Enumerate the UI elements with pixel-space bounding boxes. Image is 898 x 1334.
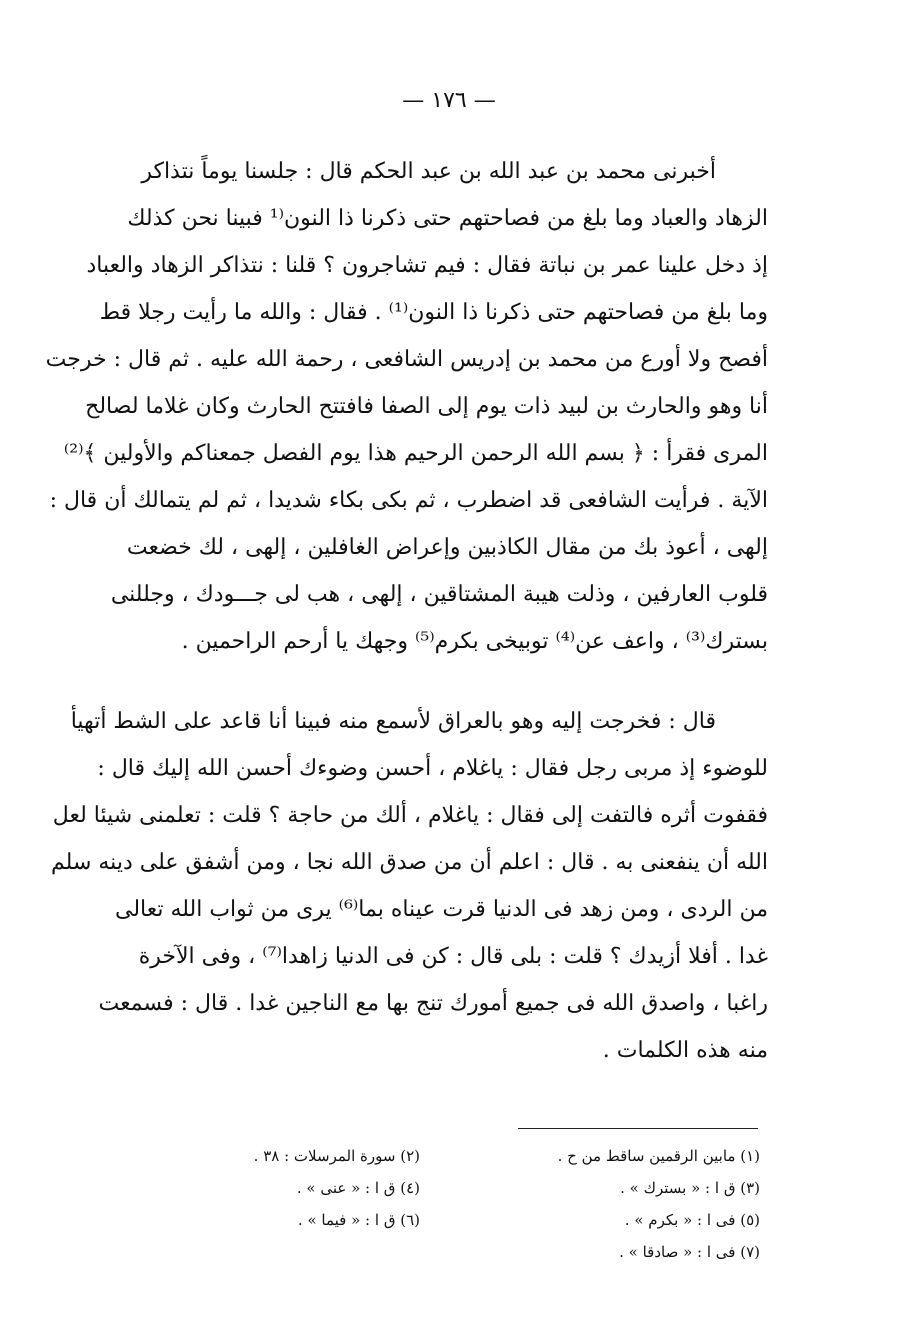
text-line: للوضوء إذ مربى رجل فقال : ياغلام ، أحسن وضوءك أحسن الله إليك قال : (97, 756, 768, 781)
footnote: (٥) فى ا : « بكرم » . (624, 1211, 760, 1229)
text-line: من الردى ، ومن زهد فى الدنيا قرت عيناه بما⁽⁶⁾ يرى من ثواب الله تعالى (114, 897, 768, 922)
text-line: الله أن ينفعنى به . قال : اعلم أن من صدق الله نجا ، ومن أشفق على دينه سلم (51, 850, 768, 875)
footnote: (٦) ق ا : « فيما » . (297, 1211, 420, 1229)
paragraph-1 (45, 148, 768, 665)
footnotes-left-column (120, 1140, 420, 1268)
text-line: أنا وهو والحارث بن لبيد ذات يوم إلى الصفا فافتتح الحارث وكان غلاما لصالح (85, 394, 768, 419)
text-line: قلوب العارفين ، وذلت هيبة المشتاقين ، إلهى ، هب لى جـــودك ، وجللنى (110, 582, 768, 607)
footnote: (١) مابين الرقمين ساقط من ح . (557, 1147, 760, 1165)
text-line: وما بلغ من فصاحتهم حتى ذكرنا ذا النون⁽¹⁾ . فقال : والله ما رأيت رجلا قط (99, 300, 768, 325)
text-line: بسترك⁽³⁾ ، واعف عن⁽⁴⁾ توبيخى بكرم⁽⁵⁾ وجهك يا أرحم الراحمين . (181, 629, 768, 654)
text-line: راغبا ، واصدق الله فى جميع أمورك تنج بها مع الناجين غدا . قال : فسمعت (98, 991, 768, 1016)
text-line: إلهى ، أعوذ بك من مقال الكاذبين وإعراض الغافلين ، إلهى ، لك خضعت (126, 535, 768, 560)
text-line: غدا . أفلا أزيدك ؟ قلت : بلى قال : كن فى الدنيا زاهدا⁽⁷⁾ ، وفى الآخرة (138, 944, 768, 969)
text-line: قال : فخرجت إليه وهو بالعراق لأسمع منه فبينا أنا قاعد على الشط أتهيأ (70, 709, 716, 734)
text-line: منه هذه الكلمات . (602, 1038, 768, 1063)
page-number: — ١٧٦ — (402, 88, 496, 113)
footnotes-right-column (460, 1140, 760, 1268)
text-line: أخبرنى محمد بن عبد الله بن عبد الحكم قال : جلسنا يوماً نتذاكر (141, 159, 716, 184)
text-line: الآية . فرأيت الشافعى قد اضطرب ، ثم بكى بكاء شديدا ، ثم لم يتمالك أن قال : (49, 488, 768, 513)
footnotes (120, 1140, 760, 1268)
footnote-divider (518, 1128, 758, 1129)
text-line: إذ دخل علينا عمر بن نباتة فقال : فيم تشاجرون ؟ قلنا : نتذاكر الزهاد والعباد (86, 253, 768, 278)
footnote: (٧) فى ا : « صادقا » . (619, 1243, 760, 1261)
paragraph-2 (51, 698, 768, 1074)
text-line: فقفوت أثره فالتفت إلى فقال : ياغلام ، ألك من حاجة ؟ قلت : تعلمنى شيئا لعل (52, 803, 768, 828)
text-line: المرى فقرأ : ﴿ بسم الله الرحمن الرحيم هذا يوم الفصل جمعناكم والأولين ﴾⁽²⁾ (63, 441, 768, 466)
text-line: الزهاد والعباد وما بلغ من فصاحتهم حتى ذكرنا ذا النون⁽¹ فبينا نحن كذلك (127, 206, 768, 231)
text-line: أفصح ولا أورع من محمد بن إدريس الشافعى ، رحمة الله عليه . ثم قال : خرجت (45, 347, 768, 372)
footnote: (٢) سورة المرسلات : ٣٨ . (253, 1147, 420, 1165)
footnote: (٣) ق ا : « بسترك » . (620, 1179, 760, 1197)
footnote: (٤) ق ا : « عنى » . (296, 1179, 420, 1197)
